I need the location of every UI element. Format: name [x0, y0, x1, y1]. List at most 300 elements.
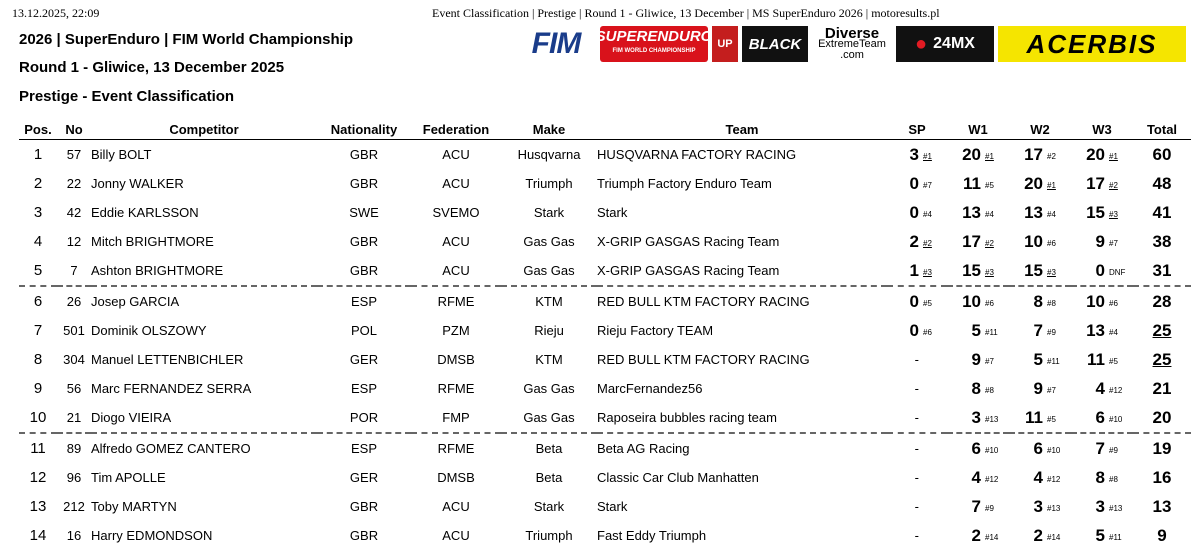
w3-points: 11 — [1087, 349, 1105, 369]
w1-points: 6 — [971, 438, 981, 458]
w3-rank: #12 — [1109, 385, 1123, 395]
sponsor-logos — [516, 24, 1186, 64]
cell-total: 38 — [1152, 231, 1172, 251]
cell-federation: ACU — [442, 263, 470, 278]
cell-make: Stark — [533, 205, 565, 220]
w1-points: 17 — [962, 231, 981, 251]
col-w1: W1 — [947, 120, 1009, 140]
classification-title: Prestige - Event Classification — [19, 88, 235, 105]
w1-rank: #2 — [985, 238, 994, 248]
w3-rank: #5 — [1109, 356, 1118, 366]
cell-team: Stark — [597, 205, 628, 220]
w2-rank: #14 — [1047, 532, 1061, 542]
col-team: Team — [597, 120, 887, 140]
w2-rank: #4 — [1047, 209, 1056, 219]
w1-rank: #12 — [985, 474, 999, 484]
cell-federation: RFME — [437, 381, 475, 396]
cell-pos: 6 — [19, 286, 57, 316]
table-row — [19, 256, 1191, 286]
cell-team: Raposeira bubbles racing team — [597, 410, 777, 425]
col-make: Make — [501, 120, 597, 140]
w2-points: 5 — [1033, 349, 1043, 369]
w1-rank: #13 — [985, 414, 999, 424]
sp-points: - — [914, 470, 919, 485]
cell-nationality: ESP — [317, 433, 411, 463]
cell-w2 — [1009, 433, 1071, 463]
24mx-logo — [896, 26, 994, 62]
col-w2: W2 — [1009, 120, 1071, 140]
w1-points: 8 — [971, 378, 981, 398]
sp-rank: #5 — [923, 298, 932, 308]
cell-nationality: GBR — [349, 176, 379, 191]
w2-rank: #3 — [1047, 267, 1056, 277]
cell-total: 19 — [1133, 433, 1191, 463]
sp-rank: #2 — [923, 238, 932, 248]
w3-points: 3 — [1095, 496, 1105, 516]
cell-w1 — [947, 374, 1009, 403]
w1-rank: #10 — [985, 445, 999, 455]
cell-no: 89 — [57, 433, 91, 463]
cell-pos: 9 — [33, 380, 43, 397]
cell-nationality: GBR — [349, 263, 379, 278]
cell-competitor: Ashton BRIGHTMORE — [91, 263, 224, 278]
cell-competitor: Manuel LETTENBICHLER — [91, 352, 244, 367]
cell-nationality: GBR — [349, 528, 379, 543]
cell-team: Classic Car Club Manhatten — [597, 470, 759, 485]
cell-nationality: SWE — [349, 205, 379, 220]
cell-total: 16 — [1152, 467, 1172, 487]
table-row — [19, 316, 1191, 345]
w1-rank: #11 — [985, 327, 998, 337]
cell-make: Gas Gas — [523, 263, 575, 278]
cell-competitor: Harry EDMONDSON — [91, 528, 213, 543]
w2-rank: #11 — [1047, 356, 1060, 366]
cell-pos: 3 — [33, 204, 43, 221]
fim-logo: FIM — [531, 27, 581, 60]
cell-competitor: Josep GARCIA — [91, 286, 317, 316]
w1-points: 13 — [962, 202, 981, 222]
cell-competitor: Mitch BRIGHTMORE — [91, 234, 214, 249]
w3-points: 4 — [1095, 378, 1105, 398]
cell-total: 13 — [1152, 496, 1172, 516]
cell-team: X-GRIP GASGAS Racing Team — [597, 263, 780, 278]
w1-points: 7 — [971, 496, 981, 516]
cell-pos: 13 — [29, 498, 47, 515]
cell-sp — [887, 316, 947, 345]
w3-points: 8 — [1095, 467, 1105, 487]
cell-competitor: Diogo VIEIRA — [91, 410, 172, 425]
w2-rank: #8 — [1047, 298, 1056, 308]
cell-w3 — [1071, 316, 1133, 345]
cell-team: RED BULL KTM FACTORY RACING — [597, 352, 810, 367]
w2-rank: #1 — [1047, 180, 1056, 190]
w1-rank: #1 — [985, 151, 994, 161]
cell-team: RED BULL KTM FACTORY RACING — [597, 286, 887, 316]
cell-w3 — [1071, 286, 1133, 316]
cell-no: 96 — [66, 470, 82, 485]
w2-points: 6 — [1033, 438, 1043, 458]
cell-make: Gas Gas — [523, 234, 575, 249]
cell-pos: 14 — [29, 527, 47, 544]
w3-points: 17 — [1086, 173, 1105, 193]
superenduro-logo — [595, 26, 713, 62]
col-nationality: Nationality — [317, 120, 411, 140]
cell-no: 16 — [66, 528, 82, 543]
cell-w3 — [1071, 374, 1133, 403]
cell-sp — [887, 286, 947, 316]
w3-rank: #2 — [1109, 180, 1118, 190]
w2-points: 17 — [1024, 144, 1043, 164]
cell-sp — [887, 492, 947, 521]
cell-total: 9 — [1157, 525, 1167, 545]
cell-total: 25 — [1152, 349, 1172, 369]
print-header — [12, 6, 1188, 22]
cell-nationality: GBR — [349, 499, 379, 514]
cell-w3 — [1071, 433, 1133, 463]
cell-w1 — [947, 140, 1009, 170]
w2-points: 4 — [1033, 467, 1043, 487]
sp-points: - — [914, 352, 919, 367]
cell-w2 — [1009, 316, 1071, 345]
table-row — [19, 345, 1191, 374]
cell-w3 — [1071, 345, 1133, 374]
cell-no: 22 — [66, 176, 82, 191]
cell-make: Triumph — [525, 176, 573, 191]
cell-total: 60 — [1152, 144, 1172, 164]
cell-pos: 8 — [33, 351, 43, 368]
w1-rank: #8 — [985, 385, 994, 395]
w3-points: 5 — [1095, 525, 1105, 545]
cell-pos: 5 — [33, 262, 43, 279]
w1-rank: #7 — [985, 356, 994, 366]
cell-w2 — [1009, 374, 1071, 403]
cell-federation: PZM — [442, 323, 470, 338]
cell-total: 31 — [1152, 260, 1172, 280]
table-row — [19, 521, 1191, 550]
table-row — [19, 433, 1191, 463]
cell-no: 42 — [66, 205, 82, 220]
superenduro-logo-text: SUPERENDURO — [595, 28, 713, 45]
w2-rank: #5 — [1047, 414, 1056, 424]
helmet-icon: ● — [915, 32, 928, 55]
cell-nationality: POL — [350, 323, 377, 338]
w2-points: 11 — [1025, 407, 1043, 427]
cell-competitor: Toby MARTYN — [91, 499, 177, 514]
cell-pos: 11 — [19, 433, 57, 463]
sp-points: - — [914, 528, 919, 543]
w3-points: 9 — [1095, 231, 1105, 251]
cell-no: 26 — [57, 286, 91, 316]
cell-total: 28 — [1133, 286, 1191, 316]
cell-team: HUSQVARNA FACTORY RACING — [597, 147, 797, 162]
cell-w1 — [947, 463, 1009, 492]
cell-w1 — [947, 345, 1009, 374]
sp-points: 0 — [909, 291, 919, 311]
w3-rank: #3 — [1109, 209, 1118, 219]
w2-rank: #12 — [1047, 474, 1061, 484]
sp-points: 2 — [909, 231, 919, 251]
cell-make: Rieju — [534, 323, 564, 338]
superenduro-logo-subtext: FIM WORLD CHAMPIONSHIP — [612, 48, 696, 54]
w3-rank: #10 — [1109, 414, 1123, 424]
cell-w1 — [947, 198, 1009, 227]
cell-competitor: Jonny WALKER — [91, 176, 184, 191]
w2-points: 8 — [1033, 291, 1043, 311]
cell-federation: ACU — [442, 499, 470, 514]
table-row — [19, 403, 1191, 433]
cell-w2 — [1009, 140, 1071, 170]
cell-team: Stark — [597, 499, 628, 514]
diverse-logo-subtext: ExtremeTeam — [818, 37, 886, 50]
cell-sp — [887, 374, 947, 403]
col-federation: Federation — [411, 120, 501, 140]
cell-federation: DMSB — [437, 470, 475, 485]
sp-rank: #1 — [923, 151, 932, 161]
cell-w3 — [1071, 403, 1133, 433]
cell-w2 — [1009, 256, 1071, 286]
cell-w2 — [1009, 345, 1071, 374]
w3-rank: #8 — [1109, 474, 1118, 484]
col-pos: Pos. — [19, 120, 57, 140]
print-title: Event Classification | Prestige | Round 1 - Gliwice, 13 December | MS SuperEnduro 2026 | motoresults.pl — [432, 6, 940, 20]
cell-no: 304 — [63, 352, 85, 367]
table-row — [19, 140, 1191, 170]
cell-federation: ACU — [442, 528, 470, 543]
cell-make: KTM — [501, 286, 597, 316]
sp-points: 0 — [909, 320, 919, 340]
table-row — [19, 286, 1191, 316]
w2-rank: #6 — [1047, 238, 1056, 248]
sp-points: 0 — [909, 202, 919, 222]
cell-make: Gas Gas — [523, 410, 575, 425]
w1-points: 3 — [971, 407, 981, 427]
w3-rank: DNF — [1109, 267, 1126, 277]
cell-sp — [887, 140, 947, 170]
cell-w2 — [1009, 169, 1071, 198]
print-datetime: 13.12.2025, 22:09 — [12, 6, 100, 20]
w2-rank: #13 — [1047, 503, 1061, 513]
w1-points: 20 — [962, 144, 981, 164]
cell-no: 56 — [66, 381, 82, 396]
cell-no: 212 — [63, 499, 85, 514]
diverse-logo-com: .com — [840, 48, 864, 61]
acerbis-logo: ACERBIS — [998, 26, 1186, 62]
cell-competitor: Billy BOLT — [91, 147, 152, 162]
cell-no: 12 — [66, 234, 82, 249]
cell-make: Beta — [501, 433, 597, 463]
col-no: No — [57, 120, 91, 140]
round-title: Round 1 - Gliwice, 13 December 2025 — [19, 59, 285, 76]
w2-rank: #10 — [1047, 445, 1061, 455]
w2-points: 9 — [1033, 378, 1043, 398]
cell-sp — [887, 227, 947, 256]
w2-points: 20 — [1024, 173, 1043, 193]
championship-title: 2026 | SuperEnduro | FIM World Championship — [19, 31, 353, 48]
cell-w3 — [1071, 227, 1133, 256]
cell-make: Beta — [535, 470, 563, 485]
cell-pos: 12 — [29, 469, 47, 486]
cell-sp — [887, 433, 947, 463]
w1-points: 9 — [971, 349, 981, 369]
cell-pos: 7 — [33, 322, 43, 339]
classification-table — [19, 120, 1191, 550]
w1-points: 10 — [962, 291, 981, 311]
cell-nationality: GER — [349, 470, 379, 485]
cell-nationality: POR — [349, 410, 379, 425]
cell-w1 — [947, 521, 1009, 550]
table-row — [19, 374, 1191, 403]
cell-nationality: GBR — [349, 147, 379, 162]
cell-nationality: GER — [349, 352, 379, 367]
w1-rank: #6 — [985, 298, 994, 308]
cell-nationality: ESP — [317, 286, 411, 316]
cell-nationality: GBR — [349, 234, 379, 249]
cell-sp — [887, 463, 947, 492]
cell-federation: ACU — [442, 234, 470, 249]
cell-w1 — [947, 227, 1009, 256]
cell-w1 — [947, 286, 1009, 316]
col-total: Total — [1133, 120, 1191, 140]
cell-competitor: Alfredo GOMEZ CANTERO — [91, 433, 317, 463]
w3-points: 7 — [1095, 438, 1105, 458]
cell-team: MarcFernandez56 — [597, 381, 703, 396]
col-w3: W3 — [1071, 120, 1133, 140]
cell-pos: 10 — [29, 409, 47, 426]
sp-points: - — [914, 441, 919, 456]
cell-competitor: Eddie KARLSSON — [91, 205, 199, 220]
w1-rank: #14 — [985, 532, 999, 542]
w1-rank: #3 — [985, 267, 994, 277]
black-energy-logo: BLACK — [742, 26, 808, 62]
cell-pos: 2 — [33, 175, 43, 192]
table-header-row — [19, 120, 1191, 140]
cell-total: 48 — [1152, 173, 1172, 193]
w1-rank: #5 — [985, 180, 994, 190]
cell-w1 — [947, 403, 1009, 433]
cell-total: 41 — [1152, 202, 1172, 222]
cell-federation: ACU — [442, 176, 470, 191]
cell-make: Triumph — [525, 528, 573, 543]
sp-rank: #3 — [923, 267, 932, 277]
cell-federation: DMSB — [437, 352, 475, 367]
cell-federation: SVEMO — [432, 205, 480, 220]
w2-rank: #9 — [1047, 327, 1056, 337]
cell-w1 — [947, 256, 1009, 286]
cell-team: Rieju Factory TEAM — [597, 323, 714, 338]
cell-total: 20 — [1152, 407, 1172, 427]
cell-w2 — [1009, 521, 1071, 550]
w1-rank: #9 — [985, 503, 994, 513]
cell-make: Stark — [533, 499, 565, 514]
w3-rank: #4 — [1109, 327, 1118, 337]
sp-rank: #7 — [923, 180, 932, 190]
cell-no: 7 — [70, 263, 78, 278]
cell-w2 — [1009, 227, 1071, 256]
cell-federation: RFME — [411, 286, 501, 316]
w2-points: 2 — [1033, 525, 1043, 545]
w2-points: 3 — [1033, 496, 1043, 516]
w1-points: 2 — [971, 525, 981, 545]
w3-rank: #7 — [1109, 238, 1118, 248]
cell-make: KTM — [535, 352, 563, 367]
cell-sp — [887, 169, 947, 198]
cell-w3 — [1071, 169, 1133, 198]
sp-points: 3 — [909, 144, 919, 164]
w2-points: 13 — [1024, 202, 1043, 222]
w1-points: 4 — [971, 467, 981, 487]
sp-points: 1 — [909, 260, 919, 280]
table-row — [19, 198, 1191, 227]
col-competitor: Competitor — [91, 120, 317, 140]
sp-points: - — [914, 499, 919, 514]
cell-sp — [887, 198, 947, 227]
w3-rank: #6 — [1109, 298, 1118, 308]
cell-pos: 1 — [33, 146, 43, 163]
w2-rank: #7 — [1047, 385, 1056, 395]
sp-rank: #4 — [923, 209, 932, 219]
cell-w3 — [1071, 521, 1133, 550]
cell-sp — [887, 403, 947, 433]
cell-make: Husqvarna — [517, 147, 581, 162]
cell-w3 — [1071, 256, 1133, 286]
cell-sp — [887, 521, 947, 550]
cell-sp — [887, 345, 947, 374]
table-row — [19, 463, 1191, 492]
col-sp: SP — [887, 120, 947, 140]
w1-points: 15 — [962, 260, 981, 280]
cell-w3 — [1071, 198, 1133, 227]
w3-points: 13 — [1086, 320, 1105, 340]
cell-w2 — [1009, 492, 1071, 521]
sp-points: - — [914, 381, 919, 396]
w3-points: 10 — [1086, 291, 1105, 311]
24mx-logo-text: 24MX — [933, 35, 975, 52]
w2-points: 7 — [1033, 320, 1043, 340]
table-row — [19, 227, 1191, 256]
cell-w3 — [1071, 492, 1133, 521]
sp-points: - — [914, 410, 919, 425]
cell-competitor: Tim APOLLE — [91, 470, 166, 485]
w3-rank: #1 — [1109, 151, 1118, 161]
cell-federation: RFME — [411, 433, 501, 463]
w2-points: 15 — [1024, 260, 1043, 280]
w3-points: 6 — [1095, 407, 1105, 427]
w3-points: 20 — [1086, 144, 1105, 164]
w1-points: 11 — [963, 173, 981, 193]
cell-competitor: Marc FERNANDEZ SERRA — [91, 381, 252, 396]
cell-w2 — [1009, 463, 1071, 492]
cell-team: Beta AG Racing — [597, 433, 887, 463]
cell-w1 — [947, 433, 1009, 463]
w1-rank: #4 — [985, 209, 994, 219]
cell-federation: ACU — [442, 147, 470, 162]
cell-team: Fast Eddy Triumph — [597, 528, 707, 543]
sp-points: 0 — [909, 173, 919, 193]
diverse-logo — [812, 26, 892, 62]
sp-rank: #6 — [923, 327, 932, 337]
cell-w3 — [1071, 140, 1133, 170]
diverse-logo-text: Diverse — [824, 24, 880, 42]
w3-rank: #9 — [1109, 445, 1118, 455]
cell-w2 — [1009, 286, 1071, 316]
up-logo: UP — [712, 26, 738, 62]
cell-w3 — [1071, 463, 1133, 492]
cell-w2 — [1009, 198, 1071, 227]
cell-team: X-GRIP GASGAS Racing Team — [597, 234, 780, 249]
cell-total: 25 — [1152, 320, 1172, 340]
cell-no: 57 — [66, 147, 82, 162]
cell-sp — [887, 256, 947, 286]
